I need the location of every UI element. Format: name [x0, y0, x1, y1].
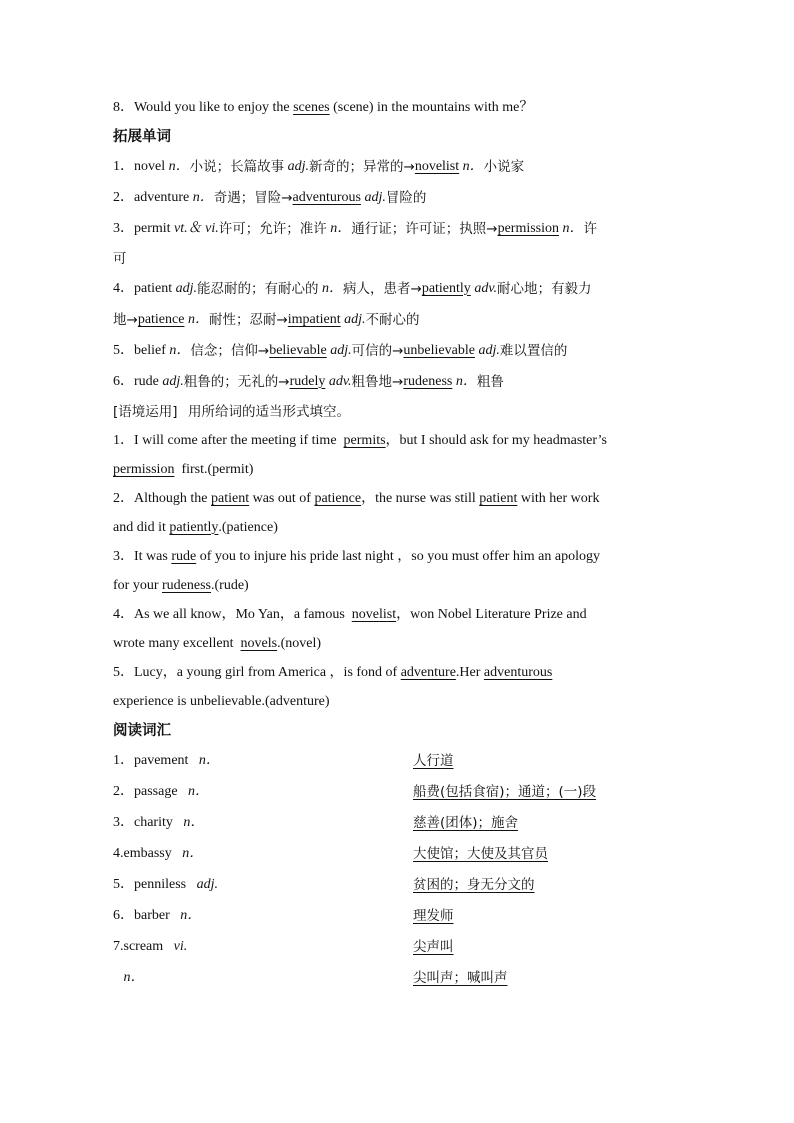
context-sentence-1 — [113, 426, 683, 455]
answer-blank: rudeness — [403, 373, 453, 389]
expand-item-5 — [113, 335, 683, 366]
sentence-text: experience is unbelievable.(adventure) — [113, 693, 330, 709]
definition: 奇遇；冒险→ — [213, 189, 293, 206]
part-of-speech: n． — [169, 342, 191, 358]
part-of-speech: n． — [322, 280, 343, 296]
answer-blank: adventurous — [292, 189, 361, 205]
answer-blank: scenes — [293, 99, 330, 115]
vocab-meaning: 慈善(团体)；施舍 — [413, 814, 519, 831]
part-of-speech: n． — [330, 220, 352, 236]
definition: 地→ — [113, 311, 138, 328]
vocab-term — [113, 875, 413, 895]
answer-blank: novelist — [414, 158, 460, 174]
item-number: 4． — [113, 280, 134, 296]
reading-vocab-list — [113, 745, 683, 993]
item-number: 2． — [113, 783, 134, 799]
sentence-text: with her work — [520, 490, 600, 506]
item-number: 5． — [113, 342, 134, 358]
sentence-text: ，but I should ask for my headmaster’s — [385, 432, 607, 448]
part-of-speech: adj. — [344, 311, 366, 327]
context-sentence-4-wrap — [113, 629, 683, 658]
part-of-speech: n． — [188, 783, 210, 799]
context-sentence-5-wrap — [113, 687, 683, 716]
sentence-8 — [113, 93, 683, 122]
answer-blank: patient — [211, 490, 250, 506]
context-heading — [113, 397, 683, 426]
expand-item-3 — [113, 213, 683, 244]
item-number: 4． — [113, 606, 134, 622]
definition: 新奇的；异常的→ — [309, 158, 415, 175]
answer-blank: patient — [479, 490, 518, 506]
answer-blank: novels — [240, 635, 278, 651]
definition: 粗鲁的；无礼的→ — [183, 373, 290, 390]
answer-blank: patiently — [169, 519, 219, 535]
part-of-speech: n． — [462, 158, 484, 174]
vocab-word: charity — [134, 814, 173, 830]
headword: adventure — [134, 189, 190, 205]
item-number: 8． — [113, 99, 134, 115]
headword: permit — [134, 220, 171, 236]
item-number: 2． — [113, 189, 134, 205]
item-number: 6． — [113, 373, 134, 389]
answer-blank: rudeness — [162, 577, 211, 593]
part-of-speech: n． — [180, 907, 202, 923]
item-number: 1． — [113, 158, 134, 174]
section-tag: [语境运用] — [113, 403, 178, 420]
sentence-text: (scene) in the mountains with me？ — [333, 99, 534, 115]
definition: 许可；允许；准许 — [218, 220, 327, 237]
answer-blank: permission — [497, 220, 560, 236]
item-number: 3． — [113, 814, 134, 830]
vocab-row — [113, 900, 683, 931]
definition: 能忍耐的；有耐心的 — [197, 280, 319, 297]
context-sentence-4 — [113, 600, 683, 629]
part-of-speech: adj. — [196, 876, 218, 892]
sentence-text: wrote many excellent — [113, 635, 234, 651]
context-sentence-1-wrap — [113, 455, 683, 484]
definition: 病人，患者→ — [343, 280, 422, 297]
definition: 许 — [583, 220, 598, 237]
expand-item-3-wrap: 可 — [113, 250, 127, 267]
part-of-speech: adv. — [328, 373, 352, 389]
answer-blank: rudely — [289, 373, 326, 389]
definition: 粗鲁地→ — [351, 373, 404, 390]
definition: 信念；信仰→ — [190, 342, 270, 359]
part-of-speech: adj. — [364, 189, 386, 205]
answer-blank: adventurous — [483, 664, 553, 680]
sentence-text: .(patience) — [218, 519, 278, 535]
item-number: 1． — [113, 752, 134, 768]
vocab-word: passage — [134, 783, 178, 799]
expand-item-4-wrap — [113, 304, 683, 335]
definition: 通行证；许可证；执照→ — [351, 220, 498, 237]
answer-blank: permission — [113, 461, 175, 477]
definition: 小说家 — [483, 158, 525, 175]
part-of-speech: n． — [192, 189, 214, 205]
vocab-meaning: 贫困的；身无分文的 — [413, 876, 535, 893]
part-of-speech: adj. — [175, 280, 197, 296]
vocab-term — [113, 906, 413, 926]
headword: patient — [134, 280, 173, 296]
headword: rude — [134, 373, 159, 389]
part-of-speech: adj. — [330, 342, 352, 358]
part-of-speech: vi. — [173, 938, 188, 954]
expand-item-1 — [113, 151, 683, 182]
vocab-row — [113, 776, 683, 807]
sentence-text: and did it — [113, 519, 166, 535]
vocab-word: pavement — [134, 752, 189, 768]
context-sentence-5 — [113, 658, 683, 687]
part-of-speech: n． — [187, 311, 209, 327]
sentence-text: It was — [134, 548, 168, 564]
context-sentence-3 — [113, 542, 683, 571]
vocab-meaning: 大使馆；大使及其官员 — [413, 845, 548, 862]
part-of-speech: n． — [183, 814, 205, 830]
part-of-speech: n． — [562, 220, 584, 236]
item-number: 4. — [113, 845, 124, 861]
answer-blank: patience — [314, 490, 362, 506]
item-number: 5． — [113, 664, 134, 680]
sentence-text: .Her — [455, 664, 481, 680]
context-sentence-3-wrap — [113, 571, 683, 600]
vocab-term — [113, 782, 413, 802]
answer-blank: novelist — [351, 606, 397, 622]
part-of-speech: adv. — [474, 280, 497, 296]
expand-item-6 — [113, 366, 683, 397]
part-of-speech: n． — [123, 969, 145, 985]
definition: 小说；长篇故事 — [189, 158, 285, 175]
part-of-speech: vt.＆ vi. — [174, 220, 219, 236]
vocab-word: scream — [123, 938, 164, 954]
part-of-speech: adj. — [478, 342, 500, 358]
section-heading-expand: 拓展单词 — [113, 128, 171, 145]
vocab-row — [113, 745, 683, 776]
vocab-meaning: 船费(包括食宿)；通道；(一)段 — [413, 783, 597, 800]
vocab-row — [113, 931, 683, 962]
context-sentence-2-wrap — [113, 513, 683, 542]
vocab-term — [113, 813, 413, 833]
vocab-row — [113, 838, 683, 869]
answer-blank: patience — [137, 311, 185, 327]
sentence-text: .(novel) — [277, 635, 322, 651]
sentence-text: first.(permit) — [181, 461, 254, 477]
sentence-text: Would you like to enjoy the — [134, 99, 290, 115]
item-number: 2． — [113, 490, 134, 506]
vocab-word: embassy — [123, 845, 172, 861]
vocab-meaning: 人行道 — [413, 752, 454, 769]
item-number: 7. — [113, 938, 124, 954]
section-heading-reading: 阅读词汇 — [113, 722, 171, 739]
item-number: 1． — [113, 432, 134, 448]
part-of-speech: adj. — [287, 158, 309, 174]
expand-item-2 — [113, 182, 683, 213]
answer-blank: believable — [269, 342, 327, 358]
expand-item-4 — [113, 273, 683, 304]
definition: 难以置信的 — [499, 342, 568, 359]
sentence-text: for your — [113, 577, 159, 593]
vocab-word: barber — [134, 907, 170, 923]
vocab-meaning: 尖声叫 — [413, 938, 454, 955]
vocab-row — [113, 869, 683, 900]
headword: belief — [134, 342, 166, 358]
part-of-speech: n． — [182, 845, 204, 861]
vocab-term — [113, 968, 413, 988]
vocab-term — [113, 844, 413, 864]
document-page — [113, 93, 683, 993]
sentence-text: ，the nurse was still — [361, 490, 476, 506]
sentence-text: ，won Nobel Literature Prize and — [396, 606, 587, 622]
sentence-text: .(rude) — [211, 577, 249, 593]
answer-blank: adventure — [400, 664, 456, 680]
definition: 粗鲁 — [476, 373, 504, 390]
vocab-row — [113, 962, 683, 993]
sentence-text: was out of — [252, 490, 311, 506]
item-number: 6． — [113, 907, 134, 923]
answer-blank: permits — [343, 432, 386, 448]
sentence-text: of you to injure his pride last night ，so you must offer him an apology — [199, 548, 600, 564]
part-of-speech: adj. — [162, 373, 184, 389]
part-of-speech: n． — [198, 752, 220, 768]
definition: 可信的→ — [351, 342, 404, 359]
definition: 耐性；忍耐→ — [208, 311, 288, 328]
vocab-word: penniless — [134, 876, 187, 892]
vocab-term — [113, 751, 413, 771]
vocab-meaning: 理发师 — [413, 907, 454, 924]
context-sentence-2 — [113, 484, 683, 513]
answer-blank: impatient — [287, 311, 341, 327]
item-number: 5． — [113, 876, 134, 892]
sentence-text: Lucy，a young girl from America ，is fond of — [134, 664, 398, 680]
item-number: 3． — [113, 548, 134, 564]
instruction-text: 用所给词的适当形式填空。 — [188, 403, 351, 420]
definition: 冒险的 — [385, 189, 427, 206]
answer-blank: patiently — [421, 280, 471, 296]
item-number: 3． — [113, 220, 134, 236]
sentence-text: As we all know，Mo Yan，a famous — [134, 606, 345, 622]
vocab-term — [113, 937, 413, 957]
part-of-speech: n． — [455, 373, 477, 389]
vocab-meaning: 尖叫声；喊叫声 — [413, 969, 508, 986]
vocab-row — [113, 807, 683, 838]
part-of-speech: n． — [168, 158, 190, 174]
answer-blank: unbelievable — [403, 342, 475, 358]
definition: 不耐心的 — [365, 311, 420, 328]
answer-blank: rude — [171, 548, 197, 564]
definition: 耐心地；有毅力 — [497, 280, 592, 297]
sentence-text: I will come after the meeting if time — [134, 432, 337, 448]
headword: novel — [134, 158, 166, 174]
sentence-text: Although the — [134, 490, 208, 506]
